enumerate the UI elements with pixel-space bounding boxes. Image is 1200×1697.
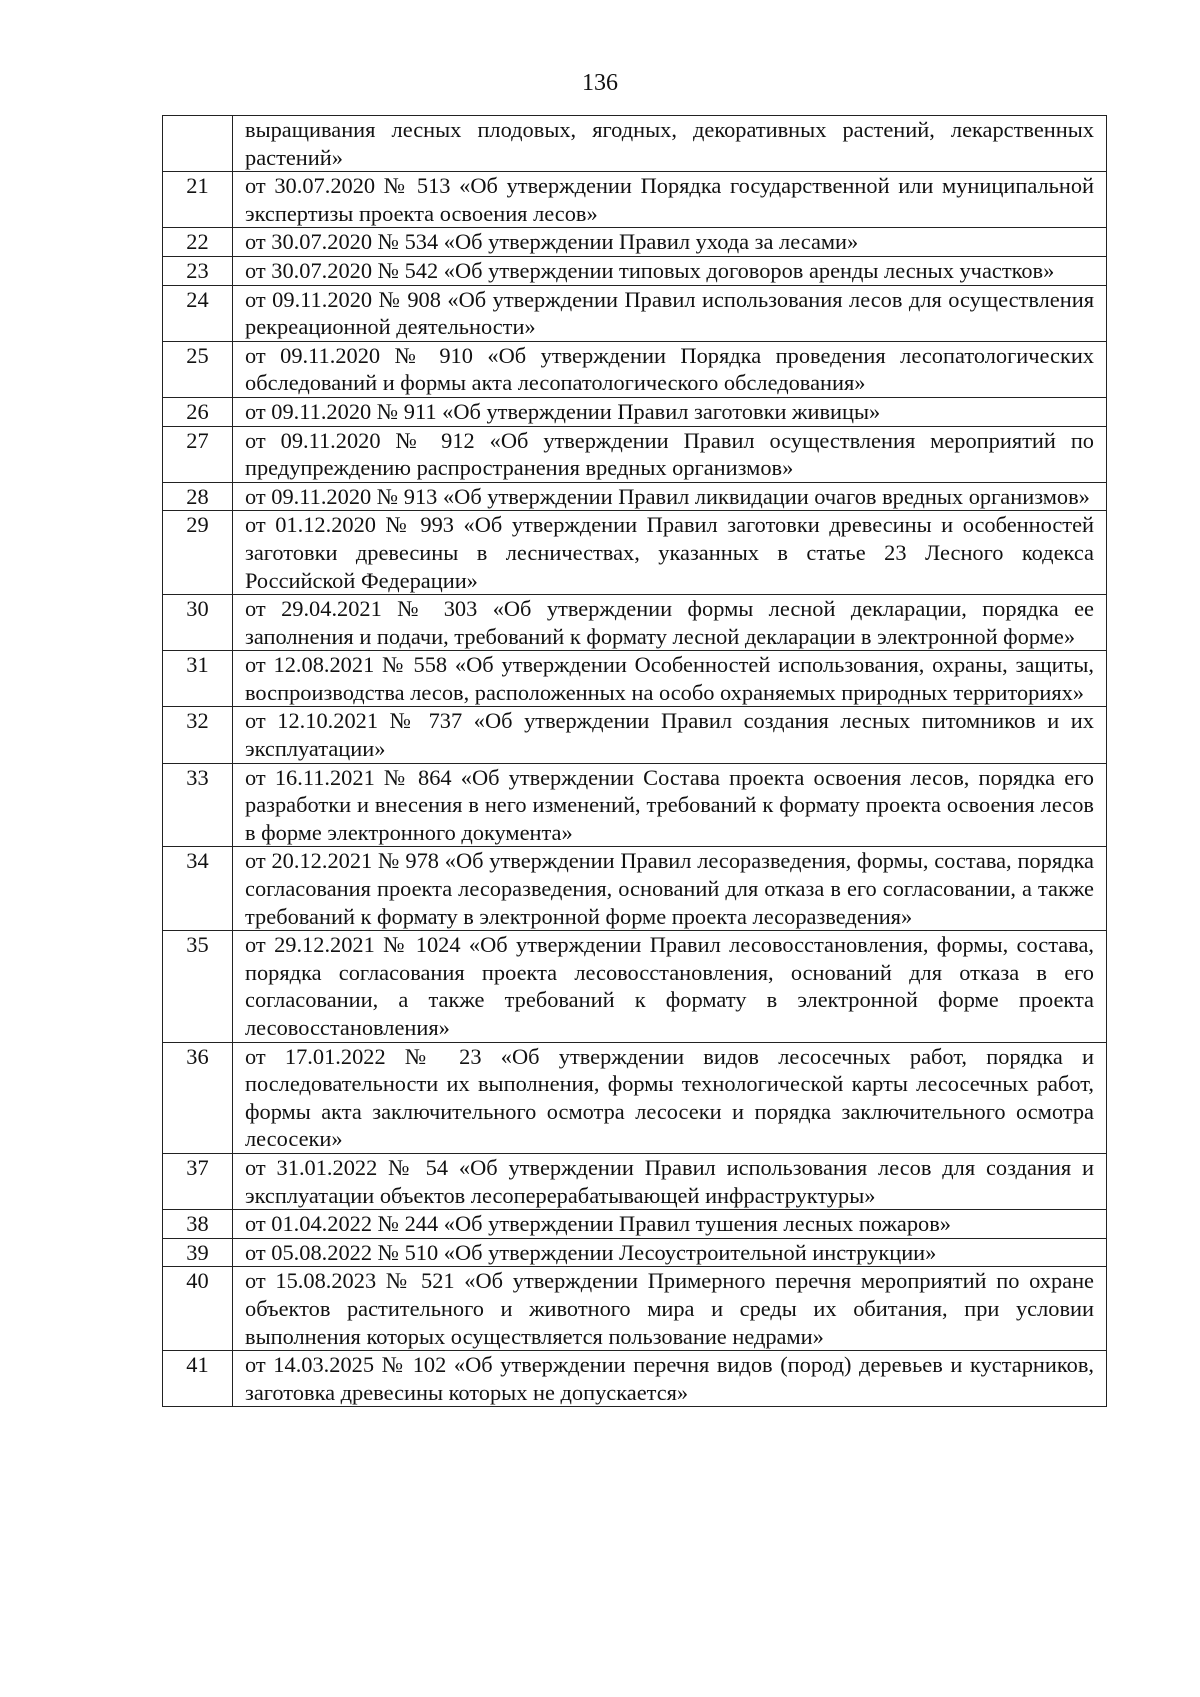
row-text: от 09.11.2020 № 913 «Об утверждении Правил ликвидации очагов вредных организмов» [233, 482, 1107, 511]
row-number: 23 [163, 256, 233, 285]
row-number: 40 [163, 1267, 233, 1351]
table-row [163, 285, 1107, 341]
row-number: 29 [163, 511, 233, 595]
row-text: от 31.01.2022 № 54 «Об утверждении Правил использования лесов для создания и эксплуатации объектов лесоперерабатывающей инфраструктуры» [233, 1153, 1107, 1209]
table-body [163, 116, 1107, 1407]
row-text: от 30.07.2020 № 542 «Об утверждении типовых договоров аренды лесных участков» [233, 256, 1107, 285]
row-number: 21 [163, 172, 233, 228]
row-text: от 30.07.2020 № 513 «Об утверждении Порядка государственной или муниципальной экспертизы проекта освоения лесов» [233, 172, 1107, 228]
row-number [163, 116, 233, 172]
table-row [163, 847, 1107, 931]
table-row [163, 426, 1107, 482]
table-row [163, 1238, 1107, 1267]
regulations-table [162, 115, 1107, 1407]
table-row [163, 1042, 1107, 1153]
table-row [163, 651, 1107, 707]
row-number: 24 [163, 285, 233, 341]
table-row [163, 1210, 1107, 1239]
row-text: от 30.07.2020 № 534 «Об утверждении Правил ухода за лесами» [233, 228, 1107, 257]
table-row [163, 707, 1107, 763]
row-text: от 01.12.2020 № 993 «Об утверждении Правил заготовки древесины и особенностей заготовки древесины в лесничествах, указанных в статье 23 Лесного кодекса Российской Федерации» [233, 511, 1107, 595]
row-number: 34 [163, 847, 233, 931]
row-text: от 09.11.2020 № 911 «Об утверждении Правил заготовки живицы» [233, 397, 1107, 426]
row-text: от 12.08.2021 № 558 «Об утверждении Особенностей использования, охраны, защиты, воспроизводства лесов, расположенных на особо охраняемых природных территориях» [233, 651, 1107, 707]
table-row [163, 341, 1107, 397]
table-row [163, 1267, 1107, 1351]
row-text: от 01.04.2022 № 244 «Об утверждении Правил тушения лесных пожаров» [233, 1210, 1107, 1239]
table-row [163, 256, 1107, 285]
row-number: 39 [163, 1238, 233, 1267]
row-number: 25 [163, 341, 233, 397]
row-number: 33 [163, 763, 233, 847]
table-row [163, 931, 1107, 1042]
row-text: от 09.11.2020 № 910 «Об утверждении Порядка проведения лесопатологических обследований и формы акта лесопатологического обследования» [233, 341, 1107, 397]
table-row [163, 511, 1107, 595]
table-row [163, 482, 1107, 511]
row-text: от 20.12.2021 № 978 «Об утверждении Правил лесоразведения, формы, состава, порядка согласования проекта лесоразведения, оснований для отказа в его согласовании, а также требований к формату в электронной форме проекта лесоразведения» [233, 847, 1107, 931]
row-number: 37 [163, 1153, 233, 1209]
table-row [163, 1351, 1107, 1407]
table-row [163, 228, 1107, 257]
row-number: 36 [163, 1042, 233, 1153]
row-text: от 09.11.2020 № 912 «Об утверждении Правил осуществления мероприятий по предупреждению распространения вредных организмов» [233, 426, 1107, 482]
row-number: 31 [163, 651, 233, 707]
row-text: от 15.08.2023 № 521 «Об утверждении Примерного перечня мероприятий по охране объектов растительного и животного мира и среды их обитания, при условии выполнения которых осуществляется пользование недрами» [233, 1267, 1107, 1351]
row-number: 26 [163, 397, 233, 426]
row-number: 22 [163, 228, 233, 257]
row-text: выращивания лесных плодовых, ягодных, декоративных растений, лекарственных растений» [233, 116, 1107, 172]
row-text: от 29.04.2021 № 303 «Об утверждении формы лесной декларации, порядка ее заполнения и подачи, требований к формату лесной декларации в электронной форме» [233, 595, 1107, 651]
table-row [163, 397, 1107, 426]
table-row [163, 116, 1107, 172]
table-row [163, 763, 1107, 847]
row-text: от 14.03.2025 № 102 «Об утверждении перечня видов (пород) деревьев и кустарников, заготовка древесины которых не допускается» [233, 1351, 1107, 1407]
row-text: от 17.01.2022 № 23 «Об утверждении видов лесосечных работ, порядка и последовательности их выполнения, формы технологической карты лесосечных работ, формы акта заключительного осмотра лесосеки и порядка заключительного осмотра лесосеки» [233, 1042, 1107, 1153]
row-number: 38 [163, 1210, 233, 1239]
row-text: от 12.10.2021 № 737 «Об утверждении Правил создания лесных питомников и их эксплуатации» [233, 707, 1107, 763]
row-number: 30 [163, 595, 233, 651]
row-number: 27 [163, 426, 233, 482]
table-row [163, 172, 1107, 228]
table-row [163, 595, 1107, 651]
page-number: 136 [582, 70, 618, 96]
row-number: 32 [163, 707, 233, 763]
row-text: от 16.11.2021 № 864 «Об утверждении Состава проекта освоения лесов, порядка его разработки и внесения в него изменений, требований к формату проекта освоения лесов в форме электронного документа» [233, 763, 1107, 847]
row-number: 28 [163, 482, 233, 511]
row-text: от 09.11.2020 № 908 «Об утверждении Правил использования лесов для осуществления рекреационной деятельности» [233, 285, 1107, 341]
row-number: 41 [163, 1351, 233, 1407]
row-text: от 29.12.2021 № 1024 «Об утверждении Правил лесовосстановления, формы, состава, порядка согласования проекта лесовосстановления, оснований для отказа в его согласовании, а также требований к формату в электронной форме проекта лесовосстановления» [233, 931, 1107, 1042]
table-row [163, 1153, 1107, 1209]
row-text: от 05.08.2022 № 510 «Об утверждении Лесоустроительной инструкции» [233, 1238, 1107, 1267]
row-number: 35 [163, 931, 233, 1042]
